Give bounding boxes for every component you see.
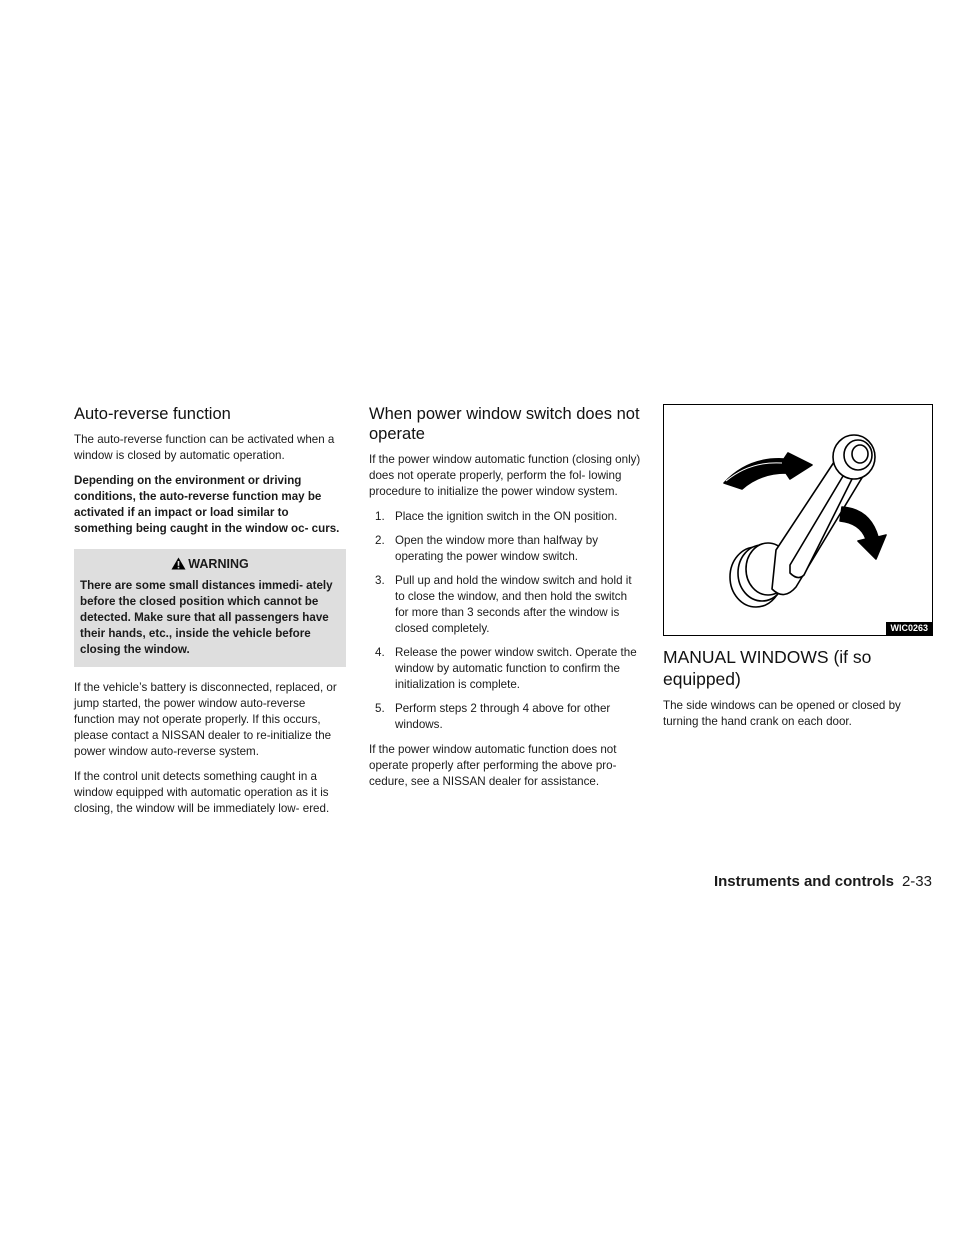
heading-auto-reverse: Auto-reverse function (74, 405, 231, 423)
page-footer (714, 873, 932, 890)
warning-triangle-icon (171, 557, 186, 570)
list-item: 1. Place the ignition switch in the ON position. (375, 510, 618, 523)
list-item: 5. Perform steps 2 through 4 above for other windows. (375, 702, 611, 731)
list-item: 3. Pull up and hold the window switch and hold it to close the window, and then hold the switch for more than 3 seconds after the window is closed completely. (375, 574, 632, 635)
hand-crank-figure (663, 404, 933, 636)
paragraph-battery: If the vehicle’s battery is disconnected, replaced, or jump started, the power window auto-reverse function may not operate properly. If this occurs, please contact a NISSAN dealer to re-initialize the power window auto-reverse system. (74, 681, 337, 758)
warning-text: There are some small distances immedi- ately before the closed position which cannot be detected. Make sure that all passengers have their hands, etc., inside the vehicle before closing the window. (80, 579, 333, 656)
paragraph-auto-reverse-caution: Depending on the environment or driving conditions, the auto-reverse function may be activated if an impact or load similar to something being caught in the window oc- curs. (74, 474, 340, 535)
steps-list (369, 509, 641, 733)
heading-manual-windows: MANUAL WINDOWS (if so equipped) (663, 647, 872, 689)
heading-switch-not-operate: When power window switch does not operate (369, 405, 640, 443)
column-left (74, 404, 346, 826)
hand-crank-illustration (664, 405, 932, 635)
column-right (663, 404, 933, 739)
paragraph-control-unit: If the control unit detects something caught in a window equipped with automatic operation as it is closing, the window will be immediately low- ered. (74, 770, 330, 815)
paragraph-auto-reverse-intro: The auto-reverse function can be activated when a window is closed by automatic operation. (74, 433, 335, 462)
footer-section-title: Instruments and controls (713, 873, 894, 890)
warning-box (74, 549, 346, 667)
paragraph-manual-windows: The side windows can be opened or closed by turning the hand crank on each door. (663, 699, 901, 728)
paragraph-initialize-intro: If the power window automatic function (closing only) does not operate properly, perform the fol- lowing procedure to initialize the power window system. (369, 453, 641, 498)
column-middle (369, 404, 641, 799)
warning-header (80, 557, 340, 571)
figure-label: WIC0263 (886, 622, 932, 635)
page-number: 2-33 (901, 873, 932, 890)
paragraph-dealer-assistance: If the power window automatic function does not operate properly after performing the above pro- cedure, see a NISSAN dealer for assistance. (369, 743, 617, 788)
list-item: 2. Open the window more than halfway by operating the power window switch. (375, 534, 599, 563)
warning-title: WARNING (188, 557, 249, 571)
list-item: 4. Release the power window switch. Operate the window by automatic function to confirm the initialization is complete. (375, 646, 637, 691)
